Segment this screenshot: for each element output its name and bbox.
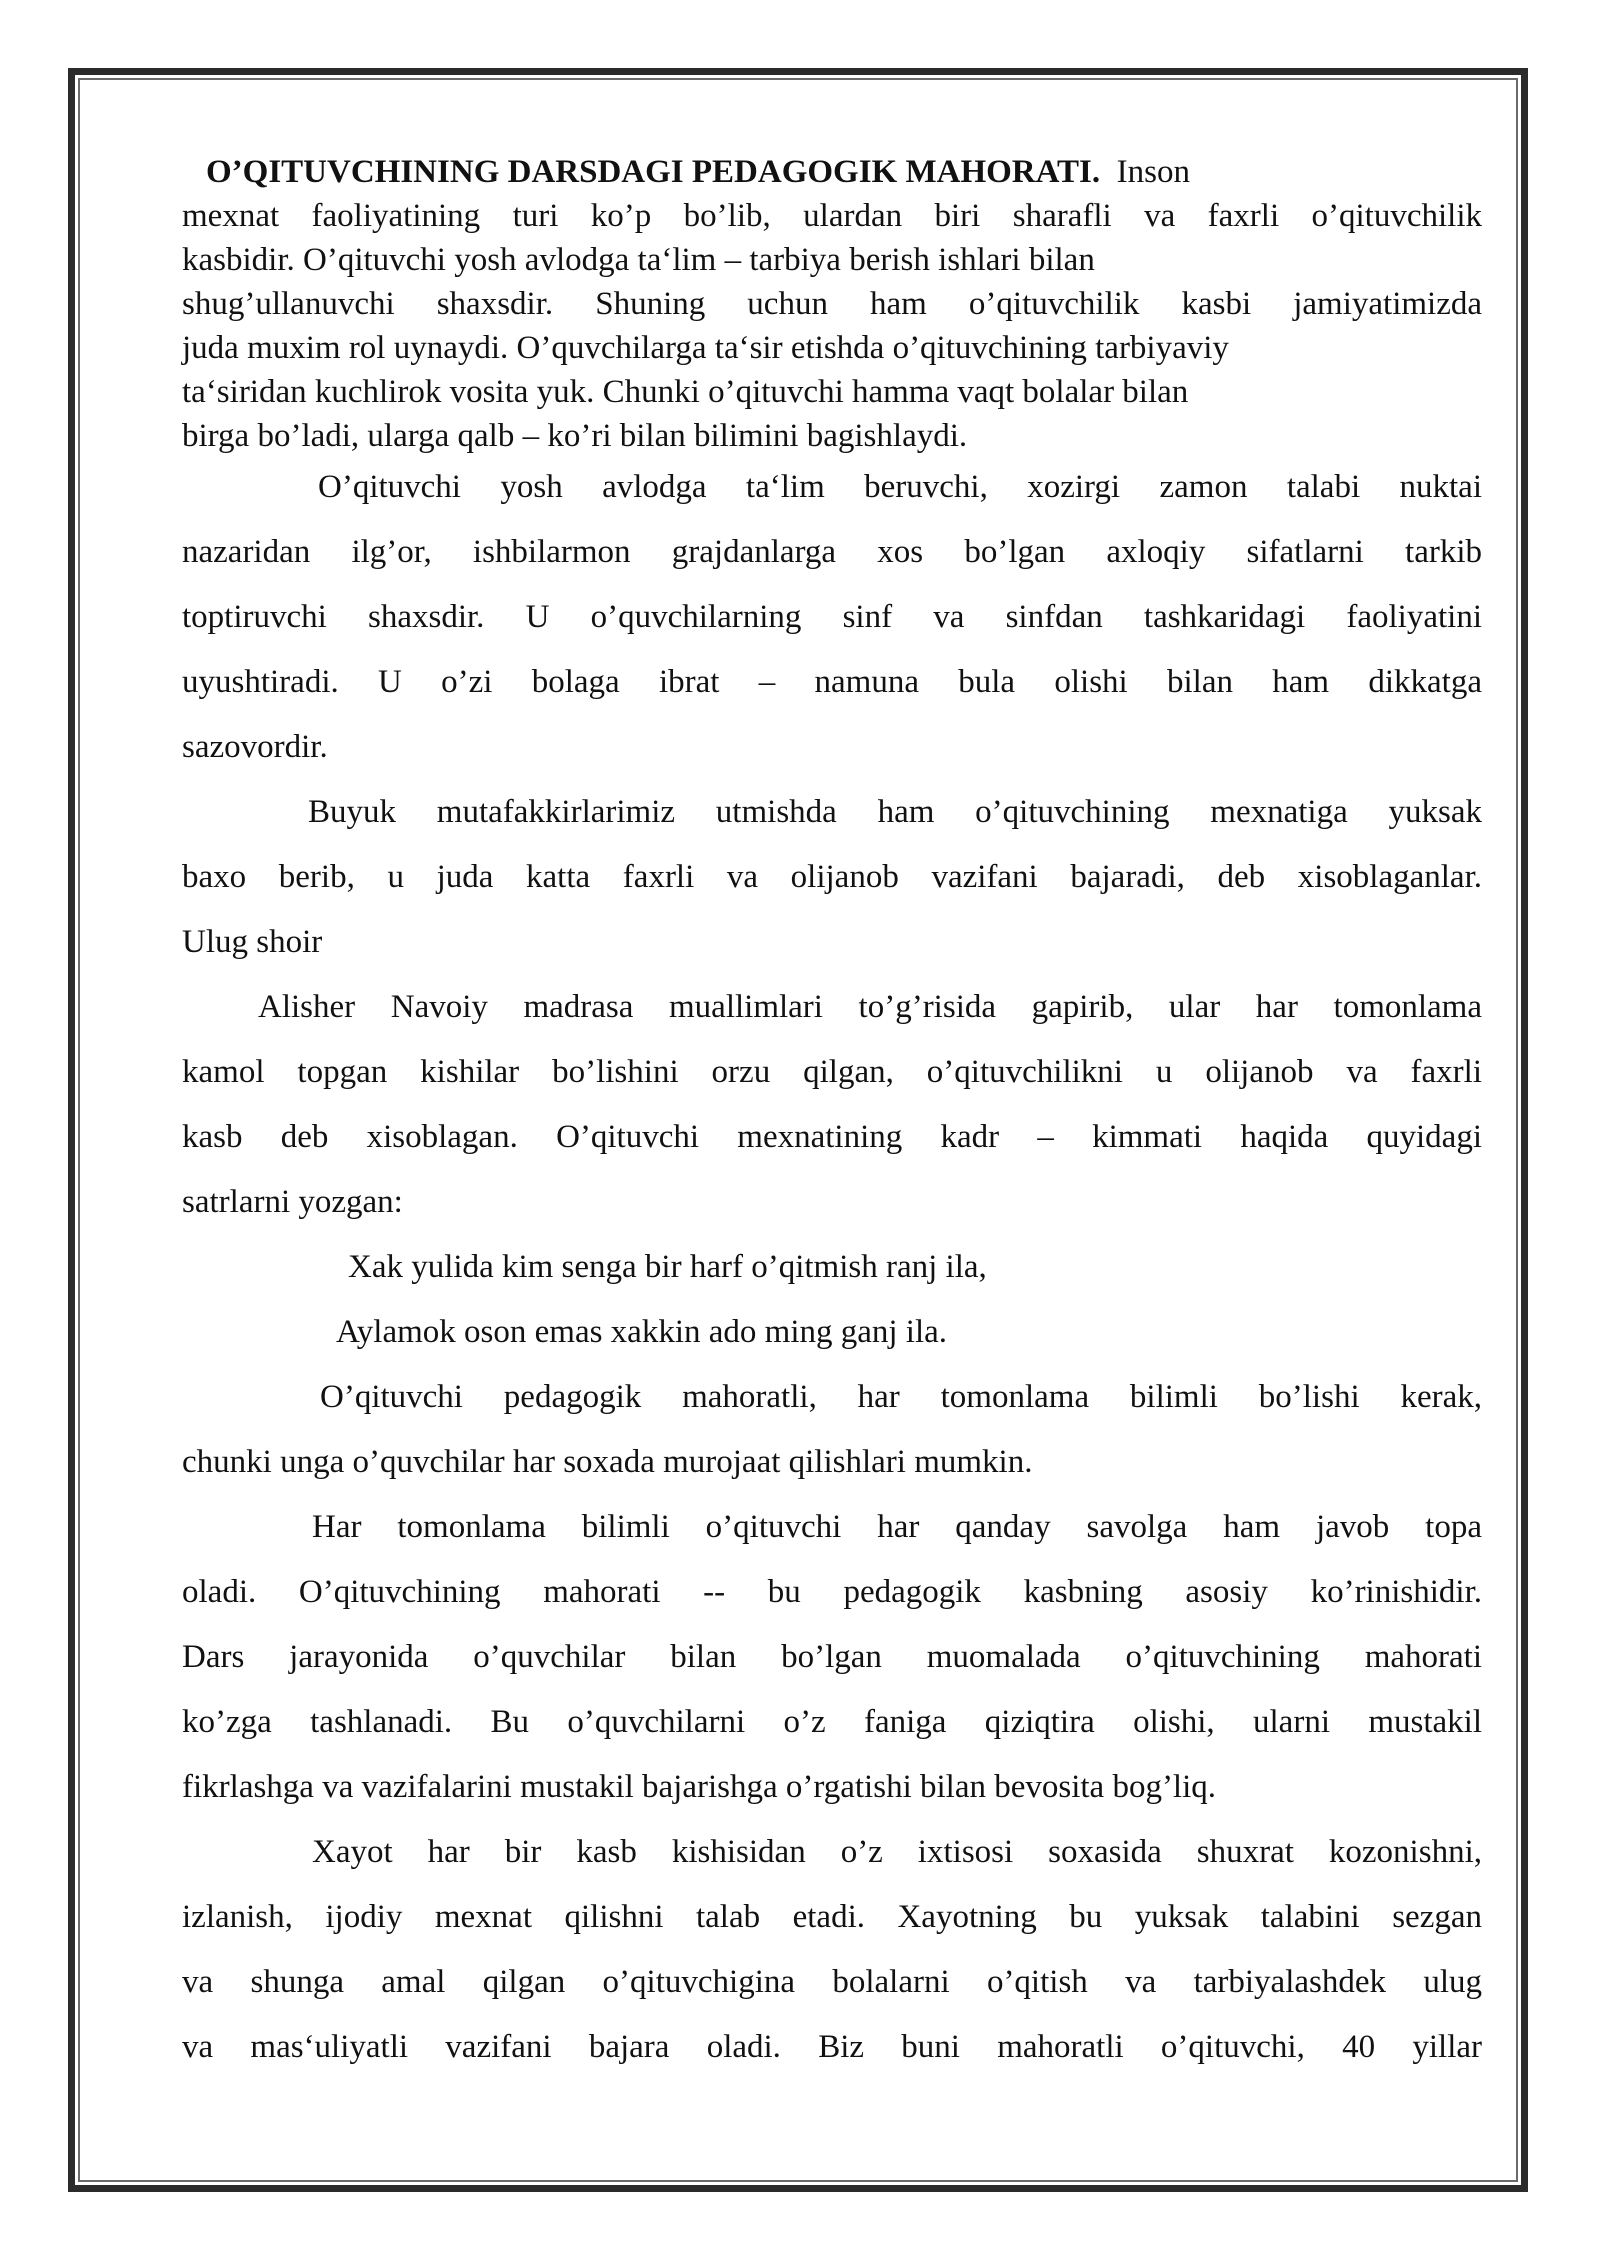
document-body [182,150,1482,2080]
paragraph-5 [182,1495,1482,1820]
paragraph-4 [182,1365,1482,1495]
paragraph-line: va shunga amal qilgan o’qituvchigina bolalarni o’qitish va tarbiyalashdek ulug [182,1964,1482,2000]
paragraph-line: ko’zga tashlanadi. Bu o’quvchilarni o’z faniga qiziqtira olishi, ularni mustakil [182,1704,1482,1740]
paragraph-line: baxo berib, u juda katta faxrli va olijanob vazifani bajaradi, deb xisoblaganlar. [182,859,1482,895]
intro-line: birga bo’ladi, ularga qalb – ko’ri bilan bilimini bagishlaydi. [182,418,968,454]
paragraph-line: Dars jarayonida o’quvchilar bilan bo’lgan muomalada o’qituvchining mahorati [182,1639,1482,1675]
paragraph-line: uyushtiradi. U o’zi bolaga ibrat – namuna bula olishi bilan ham dikkatga [182,664,1482,700]
paragraph-line: kasb deb xisoblagan. O’qituvchi mexnatining kadr – kimmati haqida quyidagi [182,1119,1482,1155]
intro-line: kasbidir. O’qituvchi yosh avlodga ta‘lim – tarbiya berish ishlari bilan [182,242,1095,278]
intro-line: shug’ullanuvchi shaxsdir. Shuning uchun ham o’qituvchilik kasbi jamiyatimizda [182,286,1482,322]
paragraph-line: kamol topgan kishilar bo’lishini orzu qilgan, o’qituvchilikni u olijanob va faxrli [182,1054,1482,1090]
paragraph-line: O’qituvchi pedagogik mahoratli, har tomonlama bilimli bo’lishi kerak, [320,1379,1482,1415]
intro-line: Inson [1116,154,1190,190]
intro-line: mexnat faoliyatining turi ko’p bo’lib, ulardan biri sharafli va faxrli o’qituvchilik [182,198,1482,234]
document-title: O’QITUVCHINING DARSDAGI PEDAGOGIK MAHORATI. [206,154,1101,190]
paragraph-line: chunki unga o’quvchilar har soxada murojaat qilishlari mumkin. [182,1444,1033,1480]
paragraph-line: Buyuk mutafakkirlarimiz utmishda ham o’qituvchining mexnatiga yuksak [308,794,1482,830]
title-line [182,150,1482,194]
paragraph-line: satrlarni yozgan: [182,1184,403,1220]
paragraph-line: izlanish, ijodiy mexnat qilishni talab etadi. Xayotning bu yuksak talabini sezgan [182,1899,1482,1935]
paragraph-line: Xayot har bir kasb kishisidan o’z ixtisosi soxasida shuxrat kozonishni, [312,1834,1482,1870]
paragraph-line: sazovordir. [182,729,328,765]
paragraph-line: toptiruvchi shaxsdir. U o’quvchilarning sinf va sinfdan tashkaridagi faoliyatini [182,599,1482,635]
paragraph-line: Har tomonlama bilimli o’qituvchi har qanday savolga ham javob topa [312,1509,1482,1545]
paragraph-line: nazaridan ilg’or, ishbilarmon grajdanlarga xos bo’lgan axloqiy sifatlarni tarkib [182,534,1482,570]
paragraph-line: O’qituvchi yosh avlodga ta‘lim beruvchi, xozirgi zamon talabi nuktai [318,469,1482,505]
poem-line: Aylamok oson emas xakkin ado ming ganj ila. [336,1314,948,1350]
paragraph-3 [182,975,1482,1235]
paragraph-line: fikrlashga va vazifalarini mustakil bajarishga o’rgatishi bilan bevosita bog’liq. [182,1769,1217,1805]
paragraph-line: Ulug shoir [182,924,323,960]
paragraph-line: Alisher Navoiy madrasa muallimlari to’g’risida gapirib, ular har tomonlama [258,989,1482,1025]
poem [182,1235,1482,1365]
paragraph-line: va mas‘uliyatli vazifani bajara oladi. Biz buni mahoratli o’qituvchi, 40 yillar [182,2029,1482,2065]
paragraph-1 [182,455,1482,780]
intro-line: ta‘siridan kuchlirok vosita yuk. Chunki o’qituvchi hamma vaqt bolalar bilan [182,374,1189,410]
intro-paragraph [182,150,1482,458]
paragraph-2 [182,780,1482,975]
paragraph-line: oladi. O’qituvchining mahorati -- bu pedagogik kasbning asosiy ko’rinishidir. [182,1574,1482,1610]
paragraph-6 [182,1820,1482,2080]
intro-line: juda muxim rol uynaydi. O’quvchilarga ta‘sir etishda o’qituvchining tarbiyaviy [182,330,1229,366]
poem-line: Xak yulida kim senga bir harf o’qitmish ranj ila, [348,1249,987,1285]
